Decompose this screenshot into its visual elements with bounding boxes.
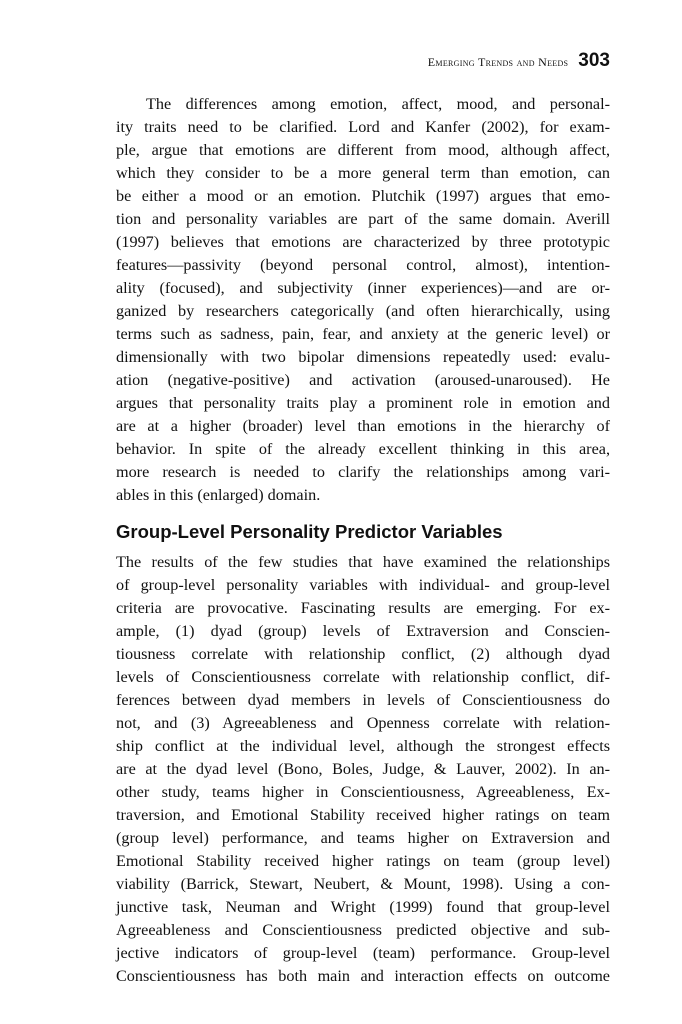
text-line: Agreeableness and Conscientiousness predicted objective and sub-: [116, 921, 610, 939]
text-line: behavior. In spite of the already excellent thinking in this area,: [116, 440, 610, 458]
text-line: argues that personality traits play a prominent role in emotion and: [116, 394, 610, 412]
text-line: tiousness correlate with relationship conflict, (2) although dyad: [116, 645, 610, 663]
text-line: ables in this (enlarged) domain.: [116, 486, 321, 504]
text-line: are at a higher (broader) level than emotions in the hierarchy of: [116, 417, 610, 435]
section-heading: Group-Level Personality Predictor Variables: [116, 521, 503, 542]
page-number: 303: [578, 50, 610, 71]
text-line: The results of the few studies that have examined the relationships: [116, 553, 610, 571]
text-line: (1997) believes that emotions are characterized by three prototypic: [116, 233, 610, 251]
text-line: tion and personality variables are part of the same domain. Averill: [116, 210, 610, 228]
text-line: not, and (3) Agreeableness and Openness correlate with relation-: [116, 714, 610, 732]
text-line: ality (focused), and subjectivity (inner experiences)—and are or-: [116, 279, 610, 297]
text-line: terms such as sadness, pain, fear, and anxiety at the generic level) or: [116, 325, 610, 343]
text-line: other study, teams higher in Conscientiousness, Agreeableness, Ex-: [116, 783, 610, 801]
text-line: ation (negative-positive) and activation (aroused-unaroused). He: [116, 371, 610, 389]
text-line: viability (Barrick, Stewart, Neubert, & Mount, 1998). Using a con-: [116, 875, 610, 893]
text-line: which they consider to be a more general term than emotion, can: [116, 164, 610, 182]
text-line: ship conflict at the individual level, although the strongest effects: [116, 737, 610, 755]
text-line: traversion, and Emotional Stability received higher ratings on team: [116, 806, 610, 824]
text-line: criteria are provocative. Fascinating results are emerging. For ex-: [116, 599, 610, 617]
text-line: Emotional Stability received higher ratings on team (group level): [116, 852, 610, 870]
text-line: Conscientiousness has both main and interaction effects on outcome: [116, 967, 610, 985]
text-line: of group-level personality variables with individual- and group-level: [116, 576, 610, 594]
running-header: [116, 50, 610, 80]
text-line: ple, argue that emotions are different from mood, although affect,: [116, 141, 610, 159]
text-line: The differences among emotion, affect, mood, and personal-: [146, 95, 610, 113]
text-line: jective indicators of group-level (team) performance. Group-level: [116, 944, 610, 962]
text-line: ample, (1) dyad (group) levels of Extraversion and Conscien-: [116, 622, 610, 640]
text-line: features—passivity (beyond personal control, almost), intention-: [116, 256, 610, 274]
text-line: ganized by researchers categorically (and often hierarchically, using: [116, 302, 610, 320]
text-line: ity traits need to be clarified. Lord and Kanfer (2002), for exam-: [116, 118, 610, 136]
text-line: be either a mood or an emotion. Plutchik (1997) argues that emo-: [116, 187, 610, 205]
running-title: Emerging Trends and Needs: [427, 55, 569, 69]
text-line: more research is needed to clarify the relationships among vari-: [116, 463, 610, 481]
text-line: junctive task, Neuman and Wright (1999) found that group-level: [116, 898, 610, 916]
text-line: (group level) performance, and teams higher on Extraversion and: [116, 829, 610, 847]
text-line: levels of Conscientiousness correlate with relationship conflict, dif-: [116, 668, 610, 686]
text-line: are at the dyad level (Bono, Boles, Judge, & Lauver, 2002). In an-: [116, 760, 610, 778]
text-line: ferences between dyad members in levels of Conscientiousness do: [116, 691, 610, 709]
text-line: dimensionally with two bipolar dimensions repeatedly used: evalu-: [116, 348, 610, 366]
